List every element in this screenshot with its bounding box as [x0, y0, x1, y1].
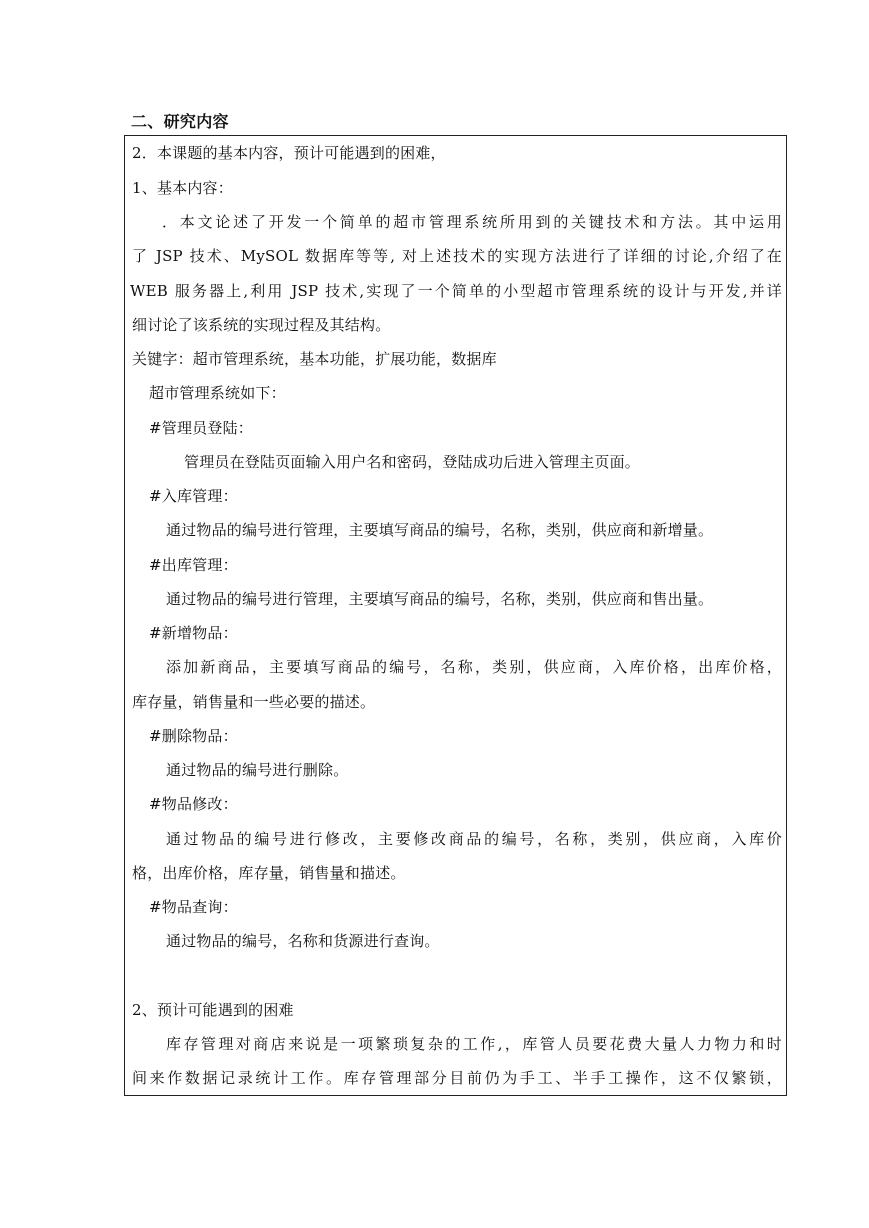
feature-desc-stock-out: 通过物品的编号进行管理，主要填写商品的编号，名称，类别，供应商和售出量。	[166, 590, 714, 608]
feature-heading-login: #管理员登陆：	[149, 419, 253, 437]
paragraph-line: WEB 服务器上,利用 JSP 技术,实现了一个简单的小型超市管理系统的设计与开发,并详	[130, 282, 782, 300]
feature-heading-stock-out: #出库管理：	[149, 556, 238, 574]
feature-desc-stock-in: 通过物品的编号进行管理，主要填写商品的编号，名称，类别，供应商和新增量。	[166, 521, 714, 539]
feature-desc-add-item: 添加新商品，主要填写商品的编号，名称，类别，供应商，入库价格，出库价格，	[166, 658, 782, 676]
subsection-title-difficulties: 2、预计可能遇到的困难	[132, 1001, 294, 1019]
feature-heading-stock-in: #入库管理：	[149, 487, 238, 505]
feature-heading-query-item: #物品查询：	[149, 898, 238, 916]
feature-desc-query-item: 通过物品的编号，名称和货源进行查询。	[166, 932, 440, 950]
content-box	[124, 135, 787, 1096]
difficulties-paragraph-line: 库存管理对商店来说是一项繁琐复杂的工作,，库管人员要花费大量人力物力和时	[166, 1035, 782, 1053]
task-line: 2．本课题的基本内容，预计可能遇到的困难，	[132, 144, 446, 162]
feature-desc-login: 管理员在登陆页面输入用户名和密码，登陆成功后进入管理主页面。	[184, 453, 641, 471]
feature-heading-edit-item: #物品修改：	[149, 795, 238, 813]
feature-desc-add-item: 库存量，销售量和一些必要的描述。	[132, 693, 376, 711]
paragraph-line: ．本文论述了开发一个简单的超市管理系统所用到的关键技术和方法。其中运用	[162, 213, 782, 231]
section-heading: 二、研究内容	[131, 112, 229, 131]
paragraph-line: 细讨论了该系统的实现过程及其结构。	[132, 316, 391, 334]
difficulties-paragraph-line: 间来作数据记录统计工作。库存管理部分目前仍为手工、半手工操作，这不仅繁锁，	[132, 1069, 782, 1087]
keywords-line: 关键字：超市管理系统，基本功能，扩展功能，数据库	[132, 350, 497, 368]
feature-heading-delete-item: #删除物品：	[149, 727, 238, 745]
subsection-title-basic: 1、基本内容：	[132, 179, 233, 197]
system-intro: 超市管理系统如下：	[149, 384, 286, 402]
feature-desc-edit-item: 格，出库价格，库存量，销售量和描述。	[132, 864, 406, 882]
feature-desc-edit-item: 通过物品的编号进行修改，主要修改商品的编号，名称，类别，供应商，入库价	[166, 830, 782, 848]
feature-heading-add-item: #新增物品：	[149, 624, 238, 642]
paragraph-line: 了 JSP 技术、MySOL 数据库等等, 对上述技术的实现方法进行了详细的讨论,介绍了在	[132, 247, 782, 265]
feature-desc-delete-item: 通过物品的编号进行删除。	[166, 761, 349, 779]
